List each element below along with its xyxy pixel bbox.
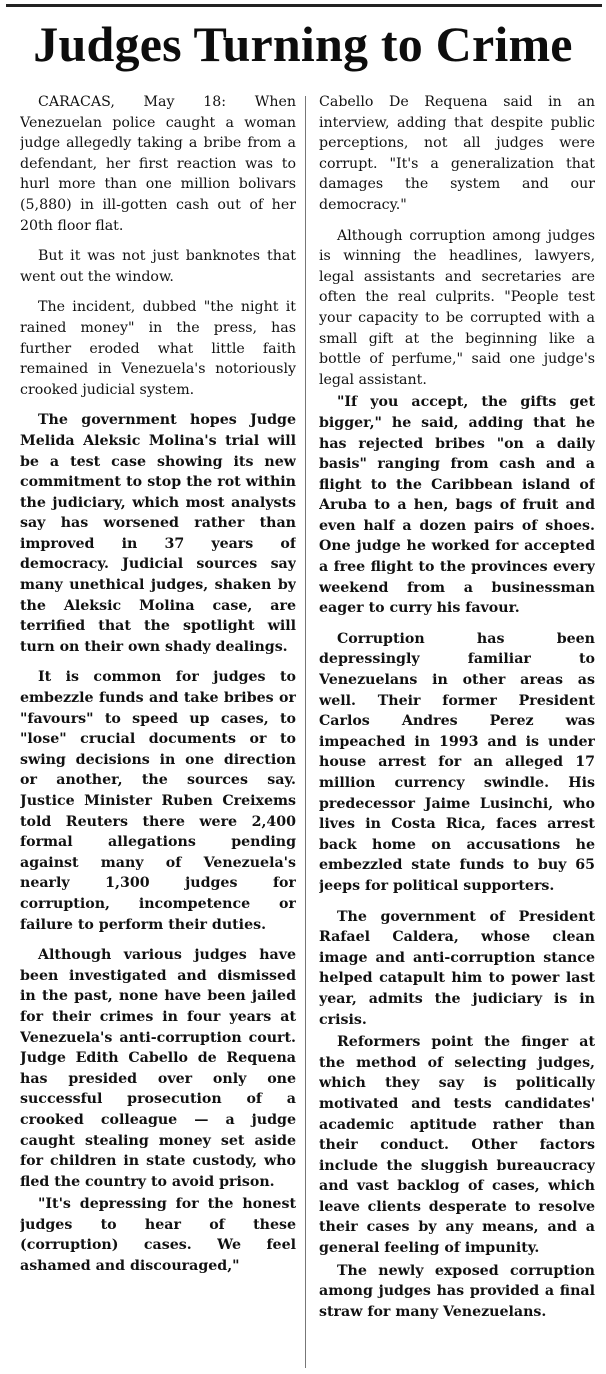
article-paragraph: It is common for judges to embezzle funds and take bribes or "favours" to speed up cases, to "lose" crucial documents or to swing decisions in one direction or another, the sources say. Justice Minister Ruben Creixems told Reuters there were 2,400 formal allegations pending against many of Venezuela's nearly 1,300 judges for corruption, incompetence or failure to perform their duties. xyxy=(20,669,296,933)
article-paragraph: The newly exposed corruption among judges has provided a final straw for many Venezuelans. xyxy=(319,1262,595,1320)
article-paragraph: But it was not just banknotes that went out the window. xyxy=(20,248,296,285)
article-paragraph: Although various judges have been investigated and dismissed in the past, none have been jailed for their crimes in four years at Venezuela's anti-corruption court. Judge Edith Cabello de Requena has presided over only one successful prosecution of a crooked colleague — a judge caught stealing money set aside for children in state custody, who fled the country to avoid prison. xyxy=(20,947,296,1190)
article-column-right xyxy=(319,92,595,1368)
column-divider xyxy=(305,96,306,1368)
article-paragraph: The government of President Rafael Caldera, whose clean image and anti-corruption stance helped catapult him to power last year, admits the judiciary is in crisis. xyxy=(319,908,595,1028)
article-paragraph: Reformers point the finger at the method of selecting judges, which they say is politically motivated and tests candidates' academic aptitude rather than their conduct. Other factors include the sluggish bureaucracy and vast backlog of cases, which leave clients desperate to resolve their cases by any means, and a general feeling of impunity. xyxy=(319,1034,595,1257)
article-paragraph: CARACAS, May 18: When Venezuelan police caught a woman judge allegedly taking a bribe from a defendant, her first reaction was to hurl more than one million bolivars (5,880) in ill-gotten cash out of her 20th floor flat. xyxy=(20,94,296,234)
article-paragraph: The incident, dubbed "the night it rained money" in the press, has further eroded what little faith remained in Venezuela's notoriously crooked judicial system. xyxy=(20,299,296,398)
article-paragraph: Corruption has been depressingly familiar to Venezuelans in other areas as well. Their former President Carlos Andres Perez was impeached in 1993 and is under house arrest for an alleged 17 million currency swindle. His predecessor Jaime Lusinchi, who lives in Costa Rica, faces arrest back home on accusations he embezzled state funds to buy 65 jeeps for political supporters. xyxy=(319,630,595,894)
top-rule xyxy=(6,4,602,7)
article-paragraph: "It's depressing for the honest judges to hear of these (corruption) cases. We feel ashamed and discouraged," xyxy=(20,1196,296,1275)
article-paragraph: The government hopes Judge Melida Aleksic Molina's trial will be a test case showing its new commitment to stop the rot within the judiciary, which most analysts say has worsened rather than improved in 37 years of democracy. Judicial sources say many unethical judges, shaken by the Aleksic Molina case, are terrified that the spotlight will turn on their own shady dealings. xyxy=(20,412,296,655)
article-paragraph: Cabello De Requena said in an interview, adding that despite public perceptions, not all judges were corrupt. "It's a generalization that damages the system and our democracy." xyxy=(319,94,595,213)
headline: Judges Turning to Crime xyxy=(33,16,573,72)
article-paragraph: "If you accept, the gifts get bigger," he said, adding that he has rejected bribes "on a daily basis" ranging from cash and a flight to the Caribbean island of Aruba to a hen, bags of fruit and even half a dozen pairs of shoes. One judge he worked for accepted a free flight to the provinces every weekend from a businessman eager to curry his favour. xyxy=(319,394,595,617)
article-column-left xyxy=(20,92,296,1368)
article-paragraph: Although corruption among judges is winning the headlines, lawyers, legal assistants and secretaries are often the real culprits. "People test your capacity to be corrupted with a small gift at the beginning like a bottle of perfume," said one judge's legal assistant. xyxy=(319,227,595,388)
